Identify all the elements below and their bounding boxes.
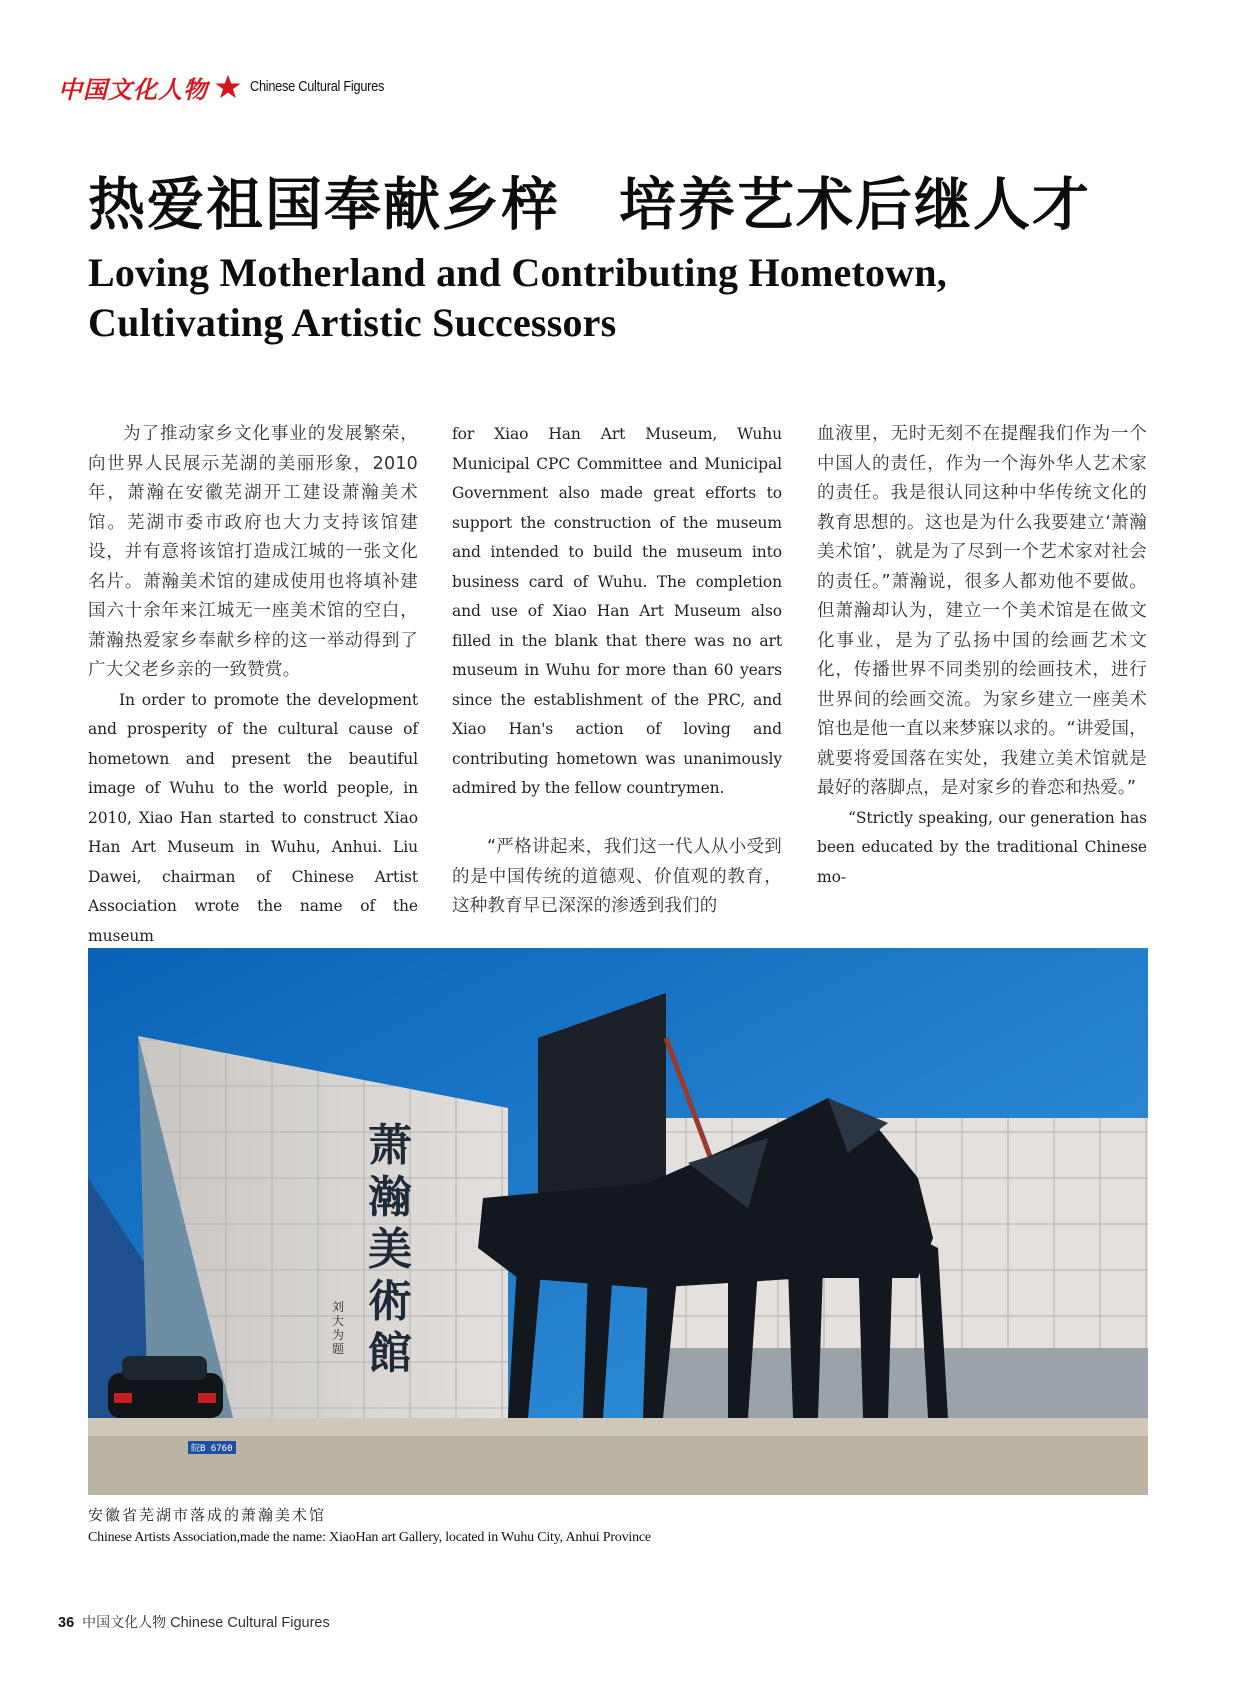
article-title-en-line1: Loving Motherland and Contributing Hometown, bbox=[88, 250, 947, 295]
header-brand-cn: 中国文化人物 bbox=[58, 74, 208, 104]
body-column-1 bbox=[88, 420, 418, 951]
magazine-header bbox=[58, 72, 402, 102]
body-column-2 bbox=[452, 420, 782, 922]
paragraph-en: “Strictly speaking, our generation has been educated by the traditional Chinese mo- bbox=[817, 808, 1147, 886]
wall-signature: 刘 大 为 题 bbox=[331, 1300, 344, 1356]
paragraph-cn: 为了推动家乡文化事业的发展繁荣，向世界人民展示芜湖的美丽形象，2010年，萧瀚在安徽芜湖开工建设萧瀚美术馆。芜湖市委市政府也大力支持该馆建设，并有意将该馆打造成江城的一张文化名片。萧瀚美术馆的建成使用也将填补建国六十余年来江城无一座美术馆的空白，萧瀚热爱家乡奉献乡梓的这一举动得到了广大父老乡亲的一致赞赏。 bbox=[88, 424, 418, 680]
article-title-en-line2: Cultivating Artistic Successors bbox=[88, 300, 617, 345]
body-column-3 bbox=[817, 420, 1147, 892]
photo-caption-cn: 安徽省芜湖市落成的萧瀚美术馆 bbox=[88, 1506, 327, 1524]
paragraph-cn: “严格讲起来，我们这一代人从小受到的是中国传统的道德观、价值观的教育，这种教育早已深深的渗透到我们的 bbox=[452, 837, 782, 916]
page-footer bbox=[58, 1612, 330, 1632]
paragraph-en: In order to promote the development and prosperity of the cultural cause of hometown and present the beautiful image of Wuhu to the world people, in 2010, Xiao Han started to construct Xiao Han Art Museum in Wuhu, Anhui. Liu Dawei, chairman of Chinese Artist Association wrote the name of the museum bbox=[88, 690, 418, 945]
museum-photo-illustration bbox=[88, 948, 1148, 1495]
paragraph-cn: 血液里，无时无刻不在提醒我们作为一个中国人的责任，作为一个海外华人艺术家的责任。我是很认同这种中华传统文化的教育思想的。这也是为什么我要建立‘萧瀚美术馆’，就是为了尽到一个艺术家对社会的责任。”萧瀚说，很多人都劝他不要做。但萧瀚却认为，建立一个美术馆是在做文化事业，是为了弘扬中国的绘画艺术文化，传播世界不同类别的绘画技术，进行世界间的绘画交流。为家乡建立一座美术馆也是他一直以来梦寐以求的。“讲爱国，就要将爱国落在实处，我建立美术馆就是最好的落脚点，是对家乡的眷恋和热爱。” bbox=[817, 424, 1147, 798]
paragraph-en: for Xiao Han Art Museum, Wuhu Municipal CPC Committee and Municipal Government also made great efforts to support the construction of the museum and intended to build the museum into business card of Wuhu. The completion and use of Xiao Han Art Museum also filled in the blank that there was no art museum in Wuhu for more than 60 years since the establishment of the PRC, and Xiao Han's action of loving and contributing hometown was unanimously admired by the fellow countrymen. bbox=[452, 425, 782, 797]
red-star-icon bbox=[214, 73, 242, 101]
article-title-en bbox=[88, 248, 947, 348]
museum-photo bbox=[88, 948, 1148, 1495]
page-number: 36 bbox=[58, 1615, 75, 1631]
header-brand-en: Chinese Cultural Figures bbox=[250, 79, 385, 95]
article-title-cn: 热爱祖国奉献乡梓 培养艺术后继人才 bbox=[88, 171, 1091, 238]
footer-publication-cn: 中国文化人物 bbox=[82, 1615, 167, 1631]
car bbox=[108, 1356, 223, 1418]
license-plate: 皖B 6760 bbox=[188, 1441, 236, 1454]
photo-caption-en: Chinese Artists Association,made the name: XiaoHan art Gallery, located in Wuhu City, Anhui Province bbox=[88, 1530, 651, 1545]
wall-calligraphy: 萧 瀚 美 術 館 bbox=[368, 1120, 412, 1379]
footer-publication-en: Chinese Cultural Figures bbox=[170, 1615, 330, 1631]
